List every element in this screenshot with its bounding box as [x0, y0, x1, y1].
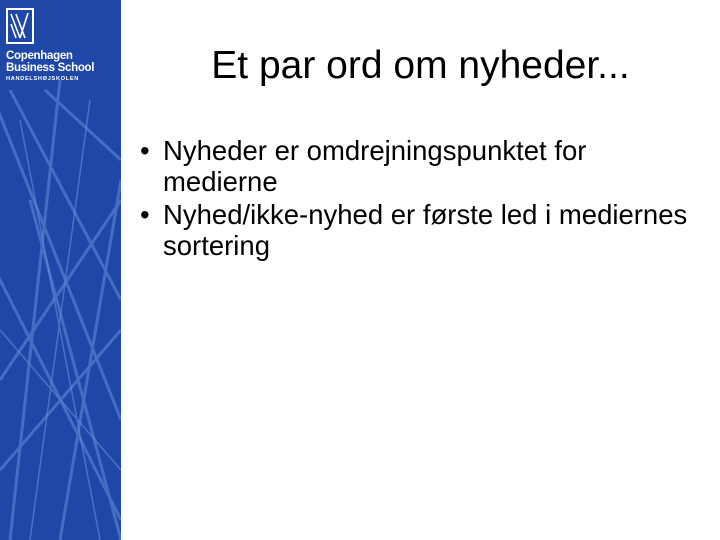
- bullet-marker: •: [140, 199, 150, 230]
- bullet-list: [140, 135, 700, 263]
- logo-line-2: Business School: [6, 62, 95, 75]
- bullet-text: Nyheder er omdrejningspunktet for medierne: [163, 135, 587, 197]
- logo-line-3: HANDELSHØJSKOLEN: [6, 76, 80, 83]
- bullet-marker: •: [140, 135, 150, 166]
- bullet-item: [140, 135, 700, 197]
- slide-title: Et par ord om nyheder...: [211, 44, 630, 87]
- bullet-item: [140, 199, 700, 261]
- logo-line-1: Copenhagen: [6, 50, 73, 62]
- bullet-text: Nyhed/ikke-nyhed er første led i mediernes sortering: [163, 199, 688, 261]
- logo-wordmark: [6, 50, 94, 83]
- sidebar-panel: [0, 0, 121, 540]
- cbs-logo-icon: [6, 8, 34, 44]
